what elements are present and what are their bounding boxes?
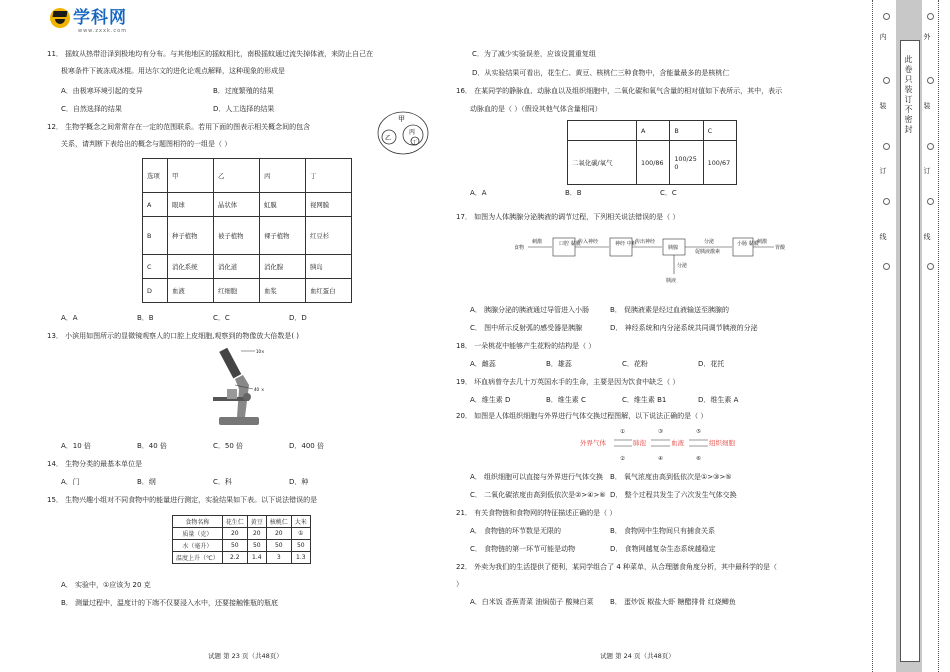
q17-option-b: B． 促胰液素是经过血液输送至胰腺的 bbox=[610, 306, 730, 314]
table-cell: A bbox=[143, 193, 168, 217]
flow-intestine-mucosa: 小肠 黏膜 bbox=[737, 241, 759, 247]
table-cell: 红细胞 bbox=[214, 279, 260, 303]
q14-option-a: A．门 bbox=[61, 478, 80, 486]
q11-option-d: D．人工选择的结果 bbox=[213, 105, 275, 113]
q17-option-c: C． 图中所示反射弧的感受器是胰腺 bbox=[470, 324, 583, 332]
q15-option-a: A． 实验中，①应该为 20 克 bbox=[61, 581, 151, 589]
table-cell: 100/86 bbox=[637, 141, 670, 185]
binding-hole-icon bbox=[927, 263, 934, 270]
table-cell: C bbox=[143, 255, 168, 279]
q16-header-c: C bbox=[703, 121, 736, 141]
inner-label-xian: 线 bbox=[923, 233, 931, 242]
q12-venn-diagram bbox=[375, 108, 431, 156]
q21-option-b: B． 食物网中生物间只有捕食关系 bbox=[610, 527, 716, 535]
table-cell: 消化道 bbox=[214, 255, 260, 279]
microscope-label-times: × bbox=[261, 387, 265, 392]
flow-efferent: 传出神经 bbox=[635, 239, 656, 245]
q15-header-0: 食物名称 bbox=[173, 516, 223, 528]
binding-hole-icon bbox=[927, 143, 934, 150]
q16-row-label: 二氧化碳/氧气 bbox=[568, 141, 637, 185]
microscope-label-eyepiece: 10× bbox=[256, 349, 265, 354]
table-cell: 温度上升（℃） bbox=[173, 552, 223, 564]
q12-header-1: 甲 bbox=[168, 159, 214, 193]
q11-stem-1: 11． 摇蚊从热带沿泽到极地均有分布。与其他地区的摇蚊相比，南极摇蚊通过流失掉体液，来防止自己在 bbox=[47, 50, 374, 58]
table-cell: 血浆 bbox=[260, 279, 306, 303]
outer-label-nei: 内 bbox=[879, 33, 887, 42]
q20-node-tissue-cell: 组织细胞 bbox=[709, 439, 735, 447]
table-cell: 红豆杉 bbox=[306, 217, 352, 255]
inner-cut-line bbox=[938, 0, 939, 672]
q11-stem-2: 极寒条件下被冻成冰棍。用达尔文的进化论观点解释，这种现象的形成是 bbox=[61, 67, 285, 75]
inner-label-ding: 订 bbox=[923, 167, 931, 176]
q18-option-c: C．花粉 bbox=[622, 360, 648, 368]
q12-option-d: D．D bbox=[289, 314, 307, 322]
q20-option-b: B． 氧气浓度由高到低依次是①>③>⑤ bbox=[610, 473, 732, 481]
q18-stem: 18． 一朵桃花中能够产生花粉的结构是（ ） bbox=[456, 342, 596, 350]
q16-option-b: B．B bbox=[565, 189, 582, 197]
q21-stem: 21． 有关食物链和食物网的特征描述正确的是（ ） bbox=[456, 509, 617, 517]
q20-num-1: ① bbox=[620, 429, 625, 435]
outer-label-ding: 订 bbox=[879, 167, 887, 176]
q18-option-b: B．雄蕊 bbox=[546, 360, 572, 368]
q15-option-b: B． 测量过程中，温度计的下端不仅要浸入水中，还要接触锥瓶的瓶底 bbox=[61, 599, 279, 607]
q16-header-0 bbox=[568, 121, 637, 141]
table-cell: 眼球 bbox=[168, 193, 214, 217]
q19-stem: 19． 坏血病曾夺去几十万英国水手的生命，主要是因为饮食中缺乏（ ） bbox=[456, 378, 680, 386]
table-cell: D bbox=[143, 279, 168, 303]
table-cell: 3 bbox=[266, 552, 291, 564]
flow-secrete-1: 分泌 bbox=[704, 239, 715, 245]
flow-stimulus-2: 刺激 bbox=[757, 239, 768, 245]
microscope-image bbox=[205, 345, 275, 427]
q12-stem-1: 12． 生物学概念之间常常存在一定的范围联系。若用下面的图表示相关概念间的包含 bbox=[47, 123, 311, 131]
q17-option-d: D． 神经系统和内分泌系统共同调节胰液的分泌 bbox=[610, 324, 758, 332]
binding-hole-icon bbox=[883, 198, 890, 205]
table-cell: 1.4 bbox=[247, 552, 266, 564]
flow-afferent: 传入神经 bbox=[578, 239, 599, 245]
q20-stem: 20． 如图是人体组织细胞与外界进行气体交换过程图解，以下说法正确的是（ ） bbox=[456, 412, 708, 420]
q16-option-c: C．C bbox=[660, 189, 677, 197]
table-cell: 20 bbox=[247, 528, 266, 540]
q16-header-b: B bbox=[670, 121, 703, 141]
q19-option-d: D．维生素 A bbox=[698, 396, 739, 404]
q12-option-b: B．B bbox=[137, 314, 154, 322]
logo-domain: www.zxxk.com bbox=[78, 28, 128, 34]
q21-option-c: C． 食物链的第一环节可能是动物 bbox=[470, 545, 576, 553]
table-cell: 50 bbox=[291, 540, 310, 552]
q13-stem: 13． 小滨用如图所示的显微镜观察人的口腔上皮细胞,观察到的物像放大倍数是( ) bbox=[47, 332, 300, 340]
q15-option-d: D．从实验结果可看出，花生仁、黄豆、核桃仁三种食物中，含能量最多的是核桃仁 bbox=[472, 69, 730, 77]
q13-option-b: B．40 倍 bbox=[137, 442, 167, 450]
binding-hole-icon bbox=[883, 13, 890, 20]
microscope-label-objective: 40 bbox=[254, 387, 260, 392]
q20-num-3: ③ bbox=[658, 429, 663, 435]
q20-option-d: D． 整个过程共发生了六次发生气体交换 bbox=[610, 491, 737, 499]
q12-option-a: A．A bbox=[61, 314, 78, 322]
q19-option-b: B．维生素 C bbox=[546, 396, 586, 404]
q18-option-d: D．花托 bbox=[698, 360, 725, 368]
table-cell: 50 bbox=[222, 540, 247, 552]
table-cell: 2.2 bbox=[222, 552, 247, 564]
q20-num-2: ② bbox=[620, 456, 625, 462]
q15-header-1: 花生仁 bbox=[222, 516, 247, 528]
table-cell: 1.3 bbox=[291, 552, 310, 564]
table-cell: 质量（克） bbox=[173, 528, 223, 540]
venn-label-jia: 甲 bbox=[398, 115, 405, 123]
binding-hole-icon bbox=[927, 13, 934, 20]
q17-option-a: A． 胰腺分泌的胰液通过导管进入小肠 bbox=[470, 306, 590, 314]
venn-label-ding: 丁 bbox=[412, 140, 418, 146]
q11-option-a: A．由极寒环境引起的变异 bbox=[61, 87, 143, 95]
q22-option-a: A．白米饭 香蕉青菜 油焖茄子 酸辣白菜 bbox=[470, 598, 594, 606]
q14-option-b: B．纲 bbox=[137, 478, 156, 486]
q20-node-alveoli: 肺泡 bbox=[633, 439, 646, 447]
q21-option-d: D． 食物网越复杂生态系统越稳定 bbox=[610, 545, 716, 553]
table-cell: ① bbox=[291, 528, 310, 540]
venn-label-yi: 乙 bbox=[385, 135, 392, 142]
q13-option-c: C．50 倍 bbox=[213, 442, 244, 450]
table-cell: 被子植物 bbox=[214, 217, 260, 255]
q16-table bbox=[567, 120, 737, 185]
q12-header-0: 选项 bbox=[143, 159, 168, 193]
q15-header-3: 核桃仁 bbox=[266, 516, 291, 528]
table-cell: 50 bbox=[266, 540, 291, 552]
q12-header-4: 丁 bbox=[306, 159, 352, 193]
right-page-footer: 试题 第 24 页（共48页） bbox=[600, 652, 675, 660]
table-cell: 20 bbox=[222, 528, 247, 540]
flow-gastric-acid: 胃酸 bbox=[775, 245, 786, 251]
binding-hole-icon bbox=[883, 263, 890, 270]
q12-table bbox=[142, 158, 352, 303]
q19-option-c: C．维生素 B1 bbox=[622, 396, 667, 404]
q15-header-4: 大米 bbox=[291, 516, 310, 528]
table-cell: 虹膜 bbox=[260, 193, 306, 217]
q17-stem: 17． 如图为人体胰腺分泌胰液的调节过程，下列相关说法错误的是（ ） bbox=[456, 213, 680, 221]
table-cell: 胰岛 bbox=[306, 255, 352, 279]
q16-header-a: A bbox=[637, 121, 670, 141]
q22-stem-1: 22． 外卖为我们的生活提供了便利，某同学组合了 4 种菜单，从合理膳食角度分析，其中最科学的是（ bbox=[456, 563, 778, 571]
q16-option-a: A．A bbox=[470, 189, 487, 197]
binding-hole-icon bbox=[883, 143, 890, 150]
table-cell: 种子植物 bbox=[168, 217, 214, 255]
seal-notice: 此卷只装订不密封 bbox=[904, 55, 913, 135]
binding-hole-icon bbox=[927, 77, 934, 84]
q15-table bbox=[172, 515, 311, 564]
inner-label-zhuang: 装 bbox=[923, 102, 931, 111]
flow-nerve-center: 神经 中枢 bbox=[615, 241, 637, 247]
table-cell: 消化系统 bbox=[168, 255, 214, 279]
q15-header-2: 黄豆 bbox=[247, 516, 266, 528]
flow-oral-mucosa-1: 口腔 黏膜 bbox=[559, 241, 581, 247]
table-cell: B bbox=[143, 217, 168, 255]
q12-header-3: 丙 bbox=[260, 159, 306, 193]
q22-option-b: B． 蛋炒饭 椒盐大虾 糖醋排骨 红烧鲫鱼 bbox=[610, 598, 736, 606]
flow-secrete-2: 分泌 bbox=[677, 263, 688, 269]
table-cell: 100/67 bbox=[703, 141, 736, 185]
q22-stem-2: ） bbox=[456, 580, 463, 588]
table-cell: 裸子植物 bbox=[260, 217, 306, 255]
q19-option-a: A．维生素 D bbox=[470, 396, 511, 404]
flow-pancreas: 胰腺 bbox=[668, 245, 679, 251]
q13-option-a: A．10 倍 bbox=[61, 442, 91, 450]
q12-option-c: C．C bbox=[213, 314, 230, 322]
q20-option-c: C． 二氧化碳浓度由高到低依次是②>④>⑥ bbox=[470, 491, 606, 499]
inner-label-wai: 外 bbox=[923, 33, 931, 42]
table-cell: 血液 bbox=[168, 279, 214, 303]
q16-stem-1: 16． 在某同学的静脉血、动脉血以及组织细胞中，二氧化碳和氧气含量的相对值如下表所示，其中，表示 bbox=[456, 87, 783, 95]
q15-stem: 15． 生物兴趣小组对不同食物中的能量进行测定，实验结果如下表。以下说法错误的是 bbox=[47, 496, 318, 504]
q17-flow-diagram bbox=[512, 230, 812, 290]
q13-option-d: D．400 倍 bbox=[289, 442, 324, 450]
table-cell: 晶状体 bbox=[214, 193, 260, 217]
logo-name: 学科网 bbox=[73, 7, 127, 28]
flow-food: 食物 bbox=[514, 245, 525, 251]
q20-num-4: ④ bbox=[658, 456, 663, 462]
binding-hole-icon bbox=[883, 77, 890, 84]
binding-hole-icon bbox=[927, 198, 934, 205]
left-page-footer: 试题 第 23 页（共48页） bbox=[208, 652, 283, 660]
outer-label-zhuang: 装 bbox=[879, 102, 887, 111]
table-cell: 100/25 0 bbox=[670, 141, 703, 185]
q20-num-6: ⑥ bbox=[696, 456, 701, 462]
outer-label-xian: 线 bbox=[879, 233, 887, 242]
q20-option-a: A． 组织细胞可以直接与外界进行气体交换 bbox=[470, 473, 604, 481]
q18-option-a: A．雌蕊 bbox=[470, 360, 496, 368]
q20-gas-exchange-diagram bbox=[578, 425, 758, 465]
q21-option-a: A． 食物链的环节数是无限的 bbox=[470, 527, 562, 535]
q14-option-c: C．科 bbox=[213, 478, 232, 486]
flow-pancreatic-juice: 胰液 bbox=[666, 278, 677, 284]
table-cell: 血红蛋白 bbox=[306, 279, 352, 303]
q11-option-b: B．过度繁殖的结果 bbox=[213, 87, 274, 95]
q12-header-2: 乙 bbox=[214, 159, 260, 193]
table-cell: 20 bbox=[266, 528, 291, 540]
logo-graduation-cap-icon bbox=[50, 8, 70, 28]
q12-stem-2: 关系，请判断下表给出的概念与题图相符的一组是（ ） bbox=[61, 140, 232, 148]
q15-option-c: C．为了减少实验误差，应该设置重复组 bbox=[472, 50, 596, 58]
q20-num-5: ⑤ bbox=[696, 429, 701, 435]
table-cell: 消化腺 bbox=[260, 255, 306, 279]
q14-stem: 14． 生物分类的最基本单位是 bbox=[47, 460, 143, 468]
q16-stem-2: 动脉血的是（ ）（假设其他气体含量相同） bbox=[470, 105, 602, 113]
venn-label-bing: 丙 bbox=[409, 129, 416, 136]
flow-stimulus-1: 刺激 bbox=[532, 239, 543, 245]
q11-option-c: C．自然选择的结果 bbox=[61, 105, 122, 113]
logo bbox=[50, 8, 127, 28]
table-cell: 水（毫升） bbox=[173, 540, 223, 552]
q20-node-blood: 血液 bbox=[671, 439, 684, 447]
q14-option-d: D．种 bbox=[289, 478, 309, 486]
table-cell: 50 bbox=[247, 540, 266, 552]
q20-node-outside-air: 外界气体 bbox=[580, 439, 606, 447]
flow-secretin: 促胰液激素 bbox=[695, 249, 721, 255]
outer-cut-line bbox=[872, 0, 873, 672]
table-cell: 视网膜 bbox=[306, 193, 352, 217]
